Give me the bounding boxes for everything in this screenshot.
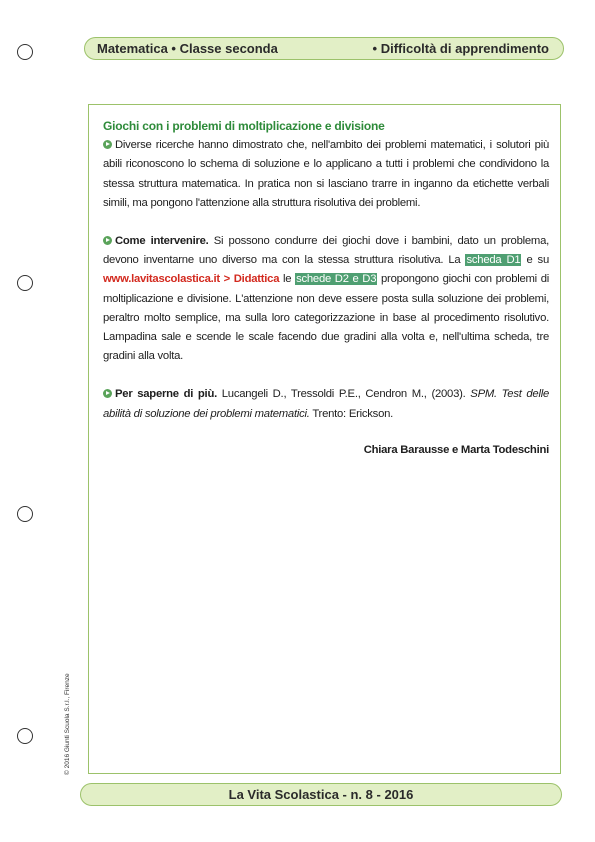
bullet-arrow-icon bbox=[103, 140, 112, 149]
paragraph-how-to-text-d: propongono giochi con problemi di moltiplicazione e divisione. L'attenzione non deve essere posta sulla soluzione dei problemi, peraltro molto semplice, ma sulla loro categorizzazione in base al procedimento risolutivo. Lampadina sale e scende le scale facendo due gradini alla volta e, nell'ultima scheda, tre gradini alla volta. bbox=[103, 273, 549, 363]
website-link[interactable]: www.lavitascolastica.it > Didattica bbox=[103, 273, 280, 286]
header-bar bbox=[84, 37, 564, 60]
paragraph-how-to-text-c: le bbox=[279, 273, 296, 286]
copyright-notice: © 2016 Giunti Scuola S.r.l., Firenze bbox=[64, 673, 71, 775]
author-signature: Chiara Barausse e Marta Todeschini bbox=[363, 443, 549, 456]
scheda-d1-highlight: scheda D1 bbox=[466, 254, 521, 267]
reference-title: SPM. Test delle abilità di soluzione dei problemi matematici. bbox=[103, 388, 549, 420]
paragraph-how-to bbox=[103, 232, 549, 366]
paragraph-how-to-text-a: Si possono condurre dei giochi dove i bambini, dato un problema, devono inventarne uno diverso ma con la stessa struttura risolutiva. La bbox=[103, 235, 550, 267]
paragraph-intro bbox=[103, 136, 549, 213]
paragraph-intro-text: Diverse ricerche hanno dimostrato che, nell'ambito dei problemi matematici, i solutori più abili riconoscono lo schema di soluzione e lo applicano a tutti i problemi che condividono la stessa struttura matematica. In pratica non si lasciano trarre in inganno da etichette verbali simili, ma pongono l'attenzione alla struttura risolutiva dei problemi. bbox=[103, 139, 549, 209]
paragraph-how-to-lead: Come intervenire. bbox=[115, 235, 209, 248]
bullet-arrow-icon bbox=[103, 389, 112, 398]
reference-authors: Lucangeli D., Tressoldi P.E., Cendron M., (2003). bbox=[216, 388, 471, 401]
binder-hole-2 bbox=[17, 275, 33, 291]
binder-hole-4 bbox=[17, 728, 33, 744]
paragraph-further-reading bbox=[103, 385, 549, 423]
binder-hole-1 bbox=[17, 44, 33, 60]
article-body bbox=[103, 117, 549, 460]
paragraph-how-to-text-b: e su bbox=[521, 254, 549, 267]
paragraph-further-reading-lead: Per saperne di più. bbox=[115, 388, 217, 401]
footer-bar bbox=[80, 783, 562, 806]
header-subject: Matematica • Classe seconda bbox=[97, 41, 278, 56]
reference-publisher: Trento: Erickson. bbox=[309, 407, 394, 420]
article-title: Giochi con i problemi di moltiplicazione e divisione bbox=[103, 119, 385, 133]
bullet-arrow-icon bbox=[103, 236, 112, 245]
binder-hole-3 bbox=[17, 506, 33, 522]
schede-d2-d3-highlight: schede D2 e D3 bbox=[296, 273, 377, 286]
footer-issue: La Vita Scolastica - n. 8 - 2016 bbox=[228, 787, 414, 802]
header-topic: • Difficoltà di apprendimento bbox=[372, 41, 549, 56]
